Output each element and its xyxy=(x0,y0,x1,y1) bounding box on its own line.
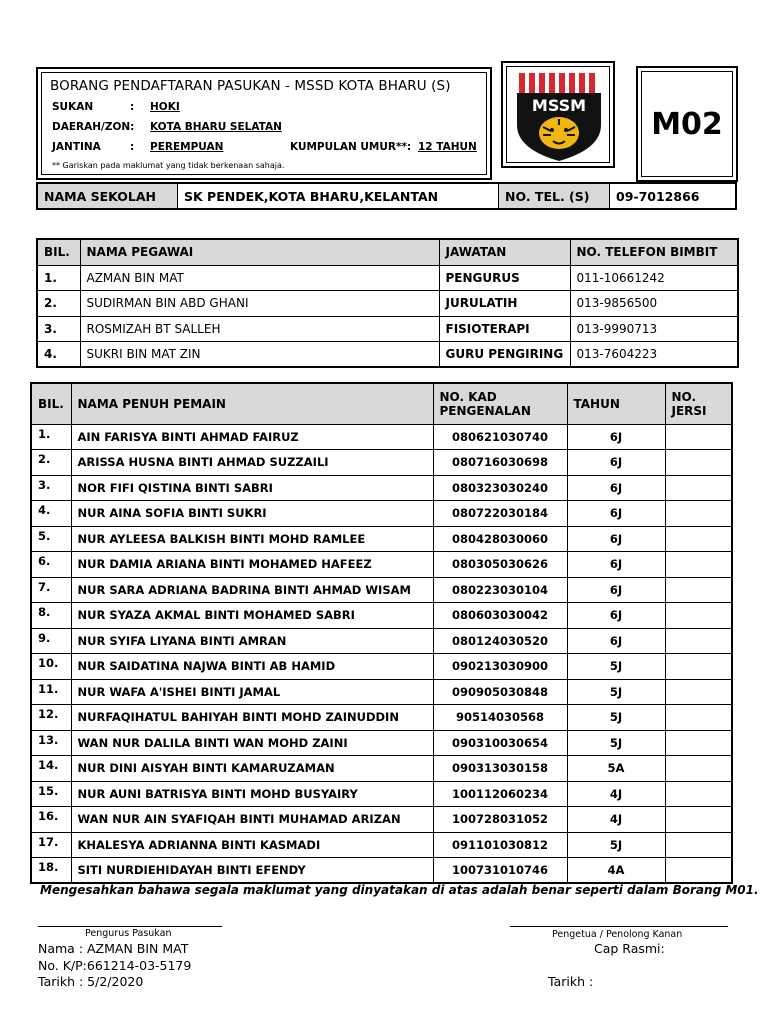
form-code-frame xyxy=(636,66,738,182)
official-nama: SUKRI BIN MAT ZIN xyxy=(80,342,439,368)
school-tel: 09-7012866 xyxy=(616,188,700,204)
player-name: NOR FIFI QISTINA BINTI SABRI xyxy=(71,475,433,501)
official-row xyxy=(37,265,738,291)
player-ic: 080716030698 xyxy=(433,450,567,476)
form-header xyxy=(36,67,492,180)
player-year: 6J xyxy=(567,475,665,501)
player-row xyxy=(31,475,732,501)
player-ic: 080428030060 xyxy=(433,526,567,552)
player-bil: 2. xyxy=(31,450,71,476)
player-name: NUR AYLEESA BALKISH BINTI MOHD RAMLEE xyxy=(71,526,433,552)
player-ic: 100731010746 xyxy=(433,858,567,884)
player-jersey xyxy=(665,450,732,476)
player-row xyxy=(31,552,732,578)
player-name: NUR SYIFA LIYANA BINTI AMRAN xyxy=(71,628,433,654)
player-jersey xyxy=(665,705,732,731)
player-bil: 18. xyxy=(31,858,71,884)
player-name: WAN NUR AIN SYAFIQAH BINTI MUHAMAD ARIZAN xyxy=(71,807,433,833)
player-row xyxy=(31,450,732,476)
player-jersey xyxy=(665,654,732,680)
player-year: 5J xyxy=(567,705,665,731)
left-signatory-role: Pengurus Pasukan xyxy=(85,928,172,939)
player-bil: 15. xyxy=(31,781,71,807)
mssm-logo xyxy=(506,66,610,163)
players-header-kad-line2: PENGENALAN xyxy=(439,403,531,418)
player-row xyxy=(31,577,732,603)
sukan-colon: : xyxy=(130,101,135,113)
sukan-value: HOKI xyxy=(150,101,180,113)
players-header-jersi-line1: NO. xyxy=(671,389,697,404)
official-bil: 2. xyxy=(37,291,80,317)
player-ic: 091101030812 xyxy=(433,832,567,858)
official-jawatan: GURU PENGIRING xyxy=(439,342,570,368)
player-year: 6J xyxy=(567,628,665,654)
manager-ic: No. K/P:661214-03-5179 xyxy=(38,958,192,973)
player-name: NUR DAMIA ARIANA BINTI MOHAMED HAFEEZ xyxy=(71,552,433,578)
official-stamp-label: Cap Rasmi: xyxy=(594,941,665,956)
school-tel-label: NO. TEL. (S) xyxy=(499,184,610,208)
official-bil: 4. xyxy=(37,342,80,368)
player-name: NUR SYAZA AKMAL BINTI MOHAMED SABRI xyxy=(71,603,433,629)
player-year: 5J xyxy=(567,832,665,858)
player-ic: 080124030520 xyxy=(433,628,567,654)
player-jersey xyxy=(665,501,732,527)
official-telefon: 013-9856500 xyxy=(570,291,738,317)
officials-header-bil: BIL. xyxy=(37,239,80,265)
player-bil: 4. xyxy=(31,501,71,527)
players-header-tahun: TAHUN xyxy=(567,383,665,424)
officials-header-nama: NAMA PEGAWAI xyxy=(80,239,439,265)
daerah-label: DAERAH/ZON: xyxy=(52,121,135,133)
player-jersey xyxy=(665,577,732,603)
player-year: 4J xyxy=(567,807,665,833)
official-jawatan: FISIOTERAPI xyxy=(439,316,570,342)
player-row xyxy=(31,858,732,884)
player-year: 6J xyxy=(567,603,665,629)
player-year: 6J xyxy=(567,526,665,552)
player-bil: 9. xyxy=(31,628,71,654)
player-bil: 8. xyxy=(31,603,71,629)
player-name: SITI NURDIEHIDAYAH BINTI EFENDY xyxy=(71,858,433,884)
player-row xyxy=(31,654,732,680)
player-jersey xyxy=(665,526,732,552)
player-jersey xyxy=(665,781,732,807)
player-name: NUR WAFA A'ISHEI BINTI JAMAL xyxy=(71,679,433,705)
player-ic: 080621030740 xyxy=(433,424,567,450)
player-row xyxy=(31,628,732,654)
form-note: ** Gariskan pada maklumat yang tidak berkenaan sahaja. xyxy=(52,161,285,170)
player-bil: 5. xyxy=(31,526,71,552)
player-row xyxy=(31,756,732,782)
officials-table xyxy=(36,238,739,368)
jantina-value: PEREMPUAN xyxy=(150,141,224,153)
player-name: NUR SAIDATINA NAJWA BINTI AB HAMID xyxy=(71,654,433,680)
player-year: 5J xyxy=(567,679,665,705)
official-nama: SUDIRMAN BIN ABD GHANI xyxy=(80,291,439,317)
player-row xyxy=(31,705,732,731)
player-bil: 14. xyxy=(31,756,71,782)
player-bil: 13. xyxy=(31,730,71,756)
daerah-value: KOTA BHARU SELATAN xyxy=(150,121,282,133)
player-name: NURFAQIHATUL BAHIYAH BINTI MOHD ZAINUDDIN xyxy=(71,705,433,731)
player-year: 6J xyxy=(567,552,665,578)
players-header-jersi-line2: JERSI xyxy=(671,403,707,418)
officials-header-row xyxy=(37,239,738,265)
right-signature-line xyxy=(510,926,728,927)
player-bil: 12. xyxy=(31,705,71,731)
official-jawatan: JURULATIH xyxy=(439,291,570,317)
players-header-row xyxy=(31,383,732,424)
player-row xyxy=(31,501,732,527)
players-header-jersi xyxy=(665,383,732,424)
player-year: 6J xyxy=(567,450,665,476)
player-jersey xyxy=(665,552,732,578)
player-name: AIN FARISYA BINTI AHMAD FAIRUZ xyxy=(71,424,433,450)
player-year: 6J xyxy=(567,577,665,603)
player-year: 5J xyxy=(567,730,665,756)
player-ic: 100112060234 xyxy=(433,781,567,807)
player-year: 5J xyxy=(567,654,665,680)
player-jersey xyxy=(665,679,732,705)
right-signatory-role: Pengetua / Penolong Kanan xyxy=(552,929,683,940)
player-row xyxy=(31,807,732,833)
officials-header-telefon: NO. TELEFON BIMBIT xyxy=(570,239,738,265)
player-name: KHALESYA ADRIANNA BINTI KASMADI xyxy=(71,832,433,858)
player-year: 4A xyxy=(567,858,665,884)
player-name: ARISSA HUSNA BINTI AHMAD SUZZAILI xyxy=(71,450,433,476)
player-ic: 080305030626 xyxy=(433,552,567,578)
player-jersey xyxy=(665,756,732,782)
player-jersey xyxy=(665,832,732,858)
player-name: NUR AINA SOFIA BINTI SUKRI xyxy=(71,501,433,527)
logo-frame xyxy=(501,61,615,168)
official-jawatan: PENGURUS xyxy=(439,265,570,291)
players-header-nama: NAMA PENUH PEMAIN xyxy=(71,383,433,424)
umur-label: KUMPULAN UMUR**: xyxy=(290,141,412,153)
player-name: WAN NUR DALILA BINTI WAN MOHD ZAINI xyxy=(71,730,433,756)
form-header-inner xyxy=(41,72,487,175)
player-row xyxy=(31,730,732,756)
school-name-label: NAMA SEKOLAH xyxy=(38,184,178,208)
player-jersey xyxy=(665,807,732,833)
official-telefon: 013-9990713 xyxy=(570,316,738,342)
player-name: NUR AUNI BATRISYA BINTI MOHD BUSYAIRY xyxy=(71,781,433,807)
player-ic: 090310030654 xyxy=(433,730,567,756)
official-row xyxy=(37,342,738,368)
players-header-kad-line1: NO. KAD xyxy=(439,389,497,404)
player-bil: 1. xyxy=(31,424,71,450)
player-row xyxy=(31,781,732,807)
player-bil: 6. xyxy=(31,552,71,578)
official-telefon: 011-10661242 xyxy=(570,265,738,291)
player-bil: 7. xyxy=(31,577,71,603)
manager-name: Nama : AZMAN BIN MAT xyxy=(38,941,189,956)
official-bil: 3. xyxy=(37,316,80,342)
form-code: M02 xyxy=(641,71,733,177)
official-nama: ROSMIZAH BT SALLEH xyxy=(80,316,439,342)
school-name: SK PENDEK,KOTA BHARU,KELANTAN xyxy=(178,184,499,208)
player-year: 6J xyxy=(567,424,665,450)
right-date: Tarikh : xyxy=(548,974,594,989)
player-jersey xyxy=(665,603,732,629)
player-bil: 17. xyxy=(31,832,71,858)
player-ic: 080223030104 xyxy=(433,577,567,603)
player-jersey xyxy=(665,475,732,501)
left-date: Tarikh : 5/2/2020 xyxy=(38,974,144,989)
player-jersey xyxy=(665,730,732,756)
player-bil: 16. xyxy=(31,807,71,833)
player-ic: 090905030848 xyxy=(433,679,567,705)
player-year: 4J xyxy=(567,781,665,807)
player-ic: 080603030042 xyxy=(433,603,567,629)
players-header-kad xyxy=(433,383,567,424)
school-info-row xyxy=(36,182,737,210)
official-bil: 1. xyxy=(37,265,80,291)
logo-text: MSSM xyxy=(531,96,587,115)
players-table xyxy=(30,382,733,884)
official-telefon: 013-7604223 xyxy=(570,342,738,368)
jantina-colon: : xyxy=(130,141,135,153)
player-year: 5A xyxy=(567,756,665,782)
player-ic: 090213030900 xyxy=(433,654,567,680)
player-name: NUR DINI AISYAH BINTI KAMARUZAMAN xyxy=(71,756,433,782)
player-jersey xyxy=(665,858,732,884)
mssm-logo-svg xyxy=(507,67,611,164)
sukan-label: SUKAN xyxy=(52,101,94,113)
form-title: BORANG PENDAFTARAN PASUKAN - MSSD KOTA BHARU (S) xyxy=(50,78,451,94)
player-row xyxy=(31,424,732,450)
player-name: NUR SARA ADRIANA BADRINA BINTI AHMAD WISAM xyxy=(71,577,433,603)
player-row xyxy=(31,603,732,629)
jantina-label: JANTINA xyxy=(52,141,101,153)
player-row xyxy=(31,526,732,552)
players-header-bil: BIL. xyxy=(31,383,71,424)
officials-header-jawatan: JAWATAN xyxy=(439,239,570,265)
player-bil: 3. xyxy=(31,475,71,501)
player-bil: 11. xyxy=(31,679,71,705)
player-row xyxy=(31,679,732,705)
player-jersey xyxy=(665,628,732,654)
player-jersey xyxy=(665,424,732,450)
player-ic: 080722030184 xyxy=(433,501,567,527)
player-bil: 10. xyxy=(31,654,71,680)
official-row xyxy=(37,291,738,317)
official-row xyxy=(37,316,738,342)
player-ic: 90514030568 xyxy=(433,705,567,731)
confirmation-statement: Mengesahkan bahawa segala maklumat yang dinyatakan di atas adalah benar seperti dalam Borang M01. xyxy=(40,883,759,897)
player-ic: 090313030158 xyxy=(433,756,567,782)
player-ic: 080323030240 xyxy=(433,475,567,501)
player-year: 6J xyxy=(567,501,665,527)
player-row xyxy=(31,832,732,858)
left-signature-line xyxy=(38,926,222,927)
player-ic: 100728031052 xyxy=(433,807,567,833)
umur-value: 12 TAHUN xyxy=(418,141,477,153)
official-nama: AZMAN BIN MAT xyxy=(80,265,439,291)
